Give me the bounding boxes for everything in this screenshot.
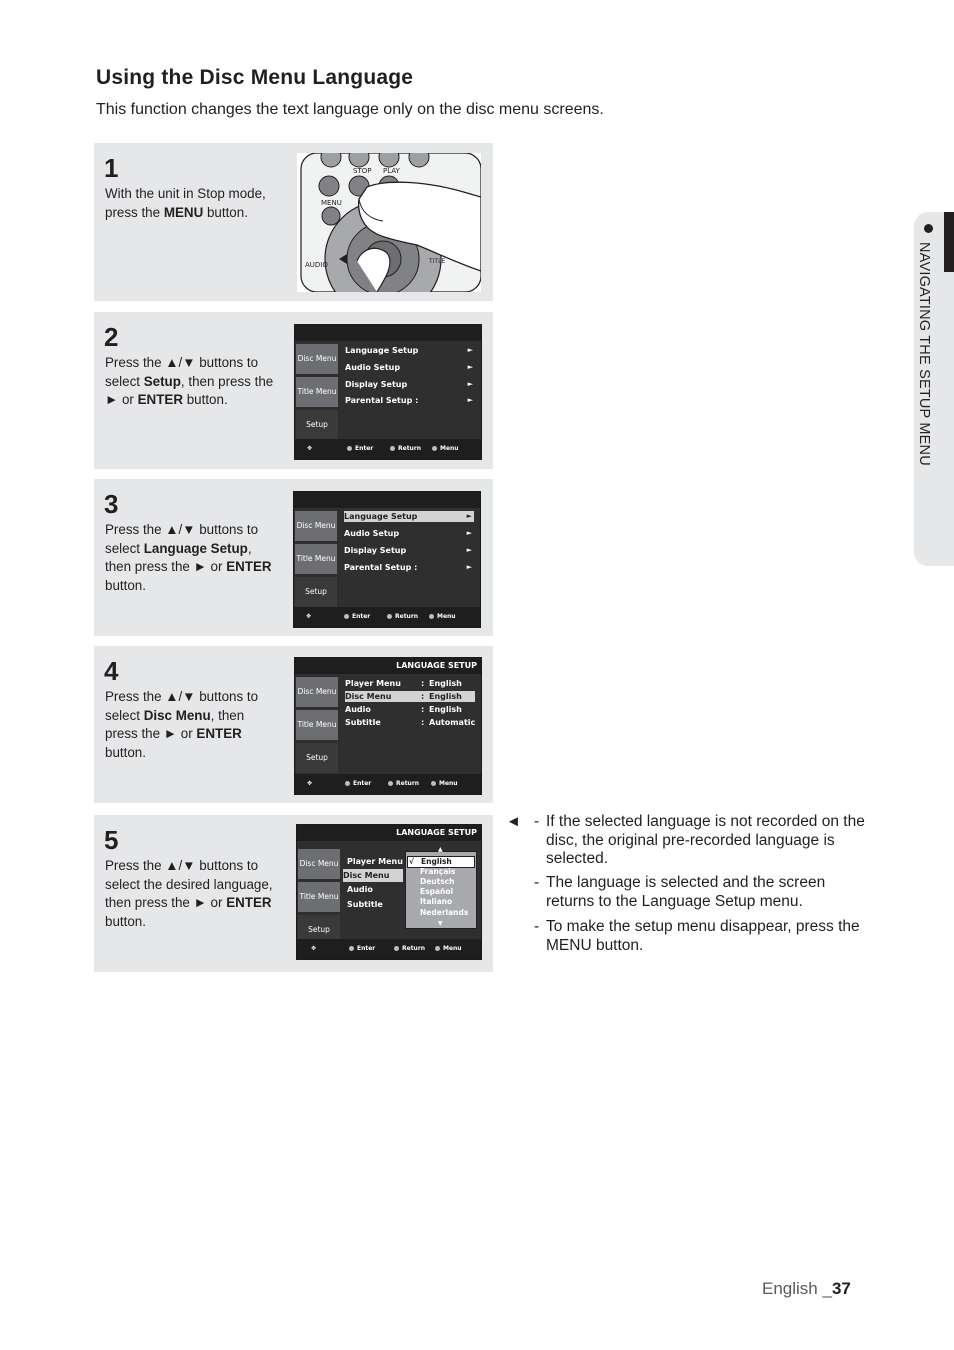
step-text-run: Press the ▲/▼ buttons to select the desired language, then press the ► or — [105, 858, 273, 910]
step-text-run: With the unit in Stop mode, press the — [105, 186, 266, 220]
item-colon: : — [421, 692, 425, 701]
tile-disc-menu[interactable]: Disc Menu — [296, 344, 338, 374]
footer-menu: Menu — [429, 613, 456, 620]
note-text: To make the setup menu disappear, press the MENU button. — [546, 918, 860, 954]
menu-list — [339, 341, 481, 439]
lang-item-subtitle[interactable]: Subtitle — [347, 900, 383, 909]
item-value: English — [429, 705, 462, 714]
step-text — [105, 185, 275, 222]
check-icon: √ — [409, 857, 415, 866]
note-3 — [534, 918, 874, 955]
item-label: Parental Setup : — [344, 563, 418, 572]
item-label: Audio Setup — [344, 529, 400, 538]
item-value: English — [429, 679, 462, 688]
step-text-run: Press the ▲/▼ buttons to select — [105, 689, 259, 723]
tile-setup[interactable]: Setup — [295, 577, 337, 607]
item-colon: : — [421, 705, 425, 714]
tile-disc-menu[interactable]: Disc Menu — [296, 677, 338, 707]
scroll-down-icon[interactable]: ▼ — [438, 920, 443, 927]
menu-sidebar — [297, 841, 341, 939]
lang-item-audio[interactable]: Audio — [347, 885, 373, 894]
tab-marker — [944, 212, 954, 272]
step-number: 3 — [104, 489, 119, 519]
tile-title-menu[interactable]: Title Menu — [296, 377, 338, 407]
note-dash: - — [534, 918, 540, 935]
item-label: Player Menu — [345, 679, 401, 688]
footer-enter: Enter — [347, 445, 373, 452]
step-number: 2 — [104, 322, 119, 352]
menu-item-language-setup[interactable] — [344, 511, 474, 522]
language-list — [341, 841, 481, 939]
item-label: Language Setup — [345, 346, 419, 355]
nav-icon: ✥ — [306, 613, 312, 620]
menu-item-parental-setup[interactable] — [345, 394, 475, 407]
lang-item-disc-menu[interactable]: Disc Menu — [343, 869, 403, 882]
step-text-run: button. — [183, 392, 228, 407]
page-intro: This function changes the text language only on the disc menu screens. — [96, 101, 604, 118]
step-number: 1 — [104, 153, 119, 183]
arrow-right-icon: ► — [467, 346, 473, 354]
tile-disc-menu[interactable]: Disc Menu — [298, 849, 340, 879]
item-label: Audio — [345, 705, 371, 714]
menu-sidebar — [295, 674, 339, 774]
play-label: PLAY — [383, 167, 400, 175]
screen-header: LANGUAGE SETUP — [295, 658, 481, 674]
step-text — [105, 857, 275, 931]
note-text: The language is selected and the screen returns to the Language Setup menu. — [546, 874, 826, 910]
screen-footer — [297, 939, 481, 959]
step-text-run: , then press the ► or — [105, 707, 245, 741]
footer-return: Return — [388, 780, 419, 787]
footer-menu: Menu — [432, 445, 459, 452]
setup-menu-screen — [294, 324, 482, 460]
step-text — [105, 688, 275, 762]
remote-hand-icon — [297, 153, 481, 292]
section-side-tab — [914, 212, 954, 566]
item-label: Subtitle — [345, 718, 381, 727]
step-text-bold: MENU — [163, 204, 204, 220]
arrow-right-icon: ► — [466, 529, 472, 537]
step-text-run: , then press the ► or — [105, 373, 274, 407]
menu-item-language-setup[interactable] — [345, 344, 475, 357]
menu-sidebar — [294, 508, 338, 607]
lang-option-nederlands[interactable]: Nederlands — [420, 908, 469, 917]
menu-item-display-setup[interactable] — [345, 378, 475, 391]
lang-item-player-menu[interactable]: Player Menu — [347, 857, 403, 866]
footer-return: Return — [387, 613, 418, 620]
lang-option-deutsch[interactable]: Deutsch — [420, 877, 455, 886]
tile-title-menu[interactable]: Title Menu — [295, 544, 337, 574]
arrow-right-icon: ► — [467, 363, 473, 371]
step-number: 4 — [104, 656, 119, 686]
note-1 — [534, 813, 874, 869]
footer-separator: _ — [817, 1279, 832, 1298]
remote-control-illustration — [297, 153, 481, 292]
nav-icon: ✥ — [307, 780, 313, 787]
item-value: English — [429, 692, 462, 701]
item-label: Display Setup — [345, 380, 408, 389]
screen-footer — [295, 774, 481, 794]
step-text — [105, 521, 275, 595]
language-select-screen — [296, 824, 482, 960]
item-label: Language Setup — [344, 512, 418, 521]
step-text-bold: ENTER — [196, 726, 242, 741]
section-label: NAVIGATING THE SETUP MENU — [916, 242, 932, 466]
step-text-run: Press the ▲/▼ buttons to select — [105, 355, 259, 389]
page-footer — [762, 1279, 851, 1299]
tile-setup[interactable]: Setup — [296, 410, 338, 440]
item-label: Parental Setup : — [345, 396, 419, 405]
step-text — [105, 354, 275, 410]
footer-enter: Enter — [345, 780, 371, 787]
tile-disc-menu[interactable]: Disc Menu — [295, 511, 337, 541]
screen-header — [295, 325, 481, 341]
note-dash: - — [534, 874, 540, 891]
option-label: English — [421, 857, 452, 866]
footer-enter: Enter — [344, 613, 370, 620]
step-text-bold: ENTER — [226, 895, 272, 910]
item-label: Disc Menu — [345, 692, 392, 701]
menu-list — [338, 508, 480, 607]
item-label: Display Setup — [344, 546, 407, 555]
lang-item-player-menu[interactable] — [345, 677, 475, 690]
lang-item-subtitle[interactable] — [345, 716, 475, 729]
footer-return: Return — [390, 445, 421, 452]
footer-menu: Menu — [431, 780, 458, 787]
item-label: Audio Setup — [345, 363, 401, 372]
step-text-bold: Setup — [143, 373, 181, 389]
tile-title-menu[interactable]: Title Menu — [298, 882, 340, 912]
lang-option-francais[interactable]: Français — [420, 867, 456, 876]
language-list — [339, 674, 481, 774]
tile-setup[interactable]: Setup — [298, 915, 340, 945]
step-text-bold: Language Setup — [143, 540, 248, 556]
menu-item-parental-setup[interactable] — [344, 561, 474, 574]
step-text-run: Press the ▲/▼ buttons to select — [105, 522, 259, 556]
setup-menu-screen-language — [293, 491, 481, 628]
footer-enter: Enter — [349, 945, 375, 952]
step-text-bold: ENTER — [137, 392, 183, 407]
lang-option-espanol[interactable]: Español — [420, 887, 454, 896]
tile-setup[interactable]: Setup — [296, 743, 338, 773]
item-colon: : — [421, 679, 425, 688]
step-text-bold: Disc Menu — [143, 707, 211, 723]
screen-footer — [294, 607, 480, 627]
scroll-up-icon[interactable]: ▲ — [438, 846, 443, 853]
step-text-run: button. — [105, 913, 146, 929]
language-setup-screen — [294, 657, 482, 795]
step-text-run: button. — [105, 577, 146, 593]
footer-language: English — [762, 1279, 818, 1298]
screen-footer — [295, 439, 481, 459]
nav-icon: ✥ — [311, 945, 317, 952]
step-text-run: , then press the ► or — [105, 540, 252, 574]
footer-menu: Menu — [435, 945, 462, 952]
screen-header — [294, 492, 480, 508]
tile-title-menu[interactable]: Title Menu — [296, 710, 338, 740]
audio-label: AUDIO — [305, 261, 328, 269]
step-text-run: button. — [105, 744, 146, 760]
menu-item-display-setup[interactable] — [344, 544, 474, 557]
arrow-right-icon: ► — [467, 396, 473, 404]
note-dash: - — [534, 813, 540, 830]
menu-item-audio-setup[interactable] — [344, 527, 474, 540]
step-text-run: button. — [203, 204, 248, 220]
language-options-popup — [405, 846, 477, 929]
stop-label: STOP — [353, 167, 372, 175]
bullet-icon — [924, 224, 933, 233]
note-pointer-icon: ◄ — [506, 813, 521, 830]
note-2 — [534, 874, 874, 911]
menu-item-audio-setup[interactable] — [345, 361, 475, 374]
page-title: Using the Disc Menu Language — [96, 66, 414, 89]
page-number: 37 — [831, 1279, 851, 1298]
arrow-right-icon: ► — [466, 563, 472, 571]
note-text: If the selected language is not recorded on the disc, the original pre-recorded language is selected. — [546, 813, 865, 867]
lang-option-italiano[interactable]: Italiano — [420, 897, 453, 906]
arrow-right-icon: ► — [466, 512, 472, 520]
menu-sidebar — [295, 341, 339, 439]
item-value: Automatic — [429, 718, 476, 727]
lang-item-audio[interactable] — [345, 703, 475, 716]
item-colon: : — [421, 718, 425, 727]
step-number: 5 — [104, 825, 119, 855]
footer-return: Return — [394, 945, 425, 952]
menu-label: MENU — [321, 199, 342, 207]
arrow-right-icon: ► — [466, 546, 472, 554]
nav-icon: ✥ — [307, 445, 313, 452]
step-text-bold: ENTER — [226, 559, 272, 574]
arrow-right-icon: ► — [467, 380, 473, 388]
title-label: TITLE — [429, 258, 446, 265]
screen-header: LANGUAGE SETUP — [297, 825, 481, 841]
lang-item-disc-menu[interactable] — [345, 691, 475, 702]
